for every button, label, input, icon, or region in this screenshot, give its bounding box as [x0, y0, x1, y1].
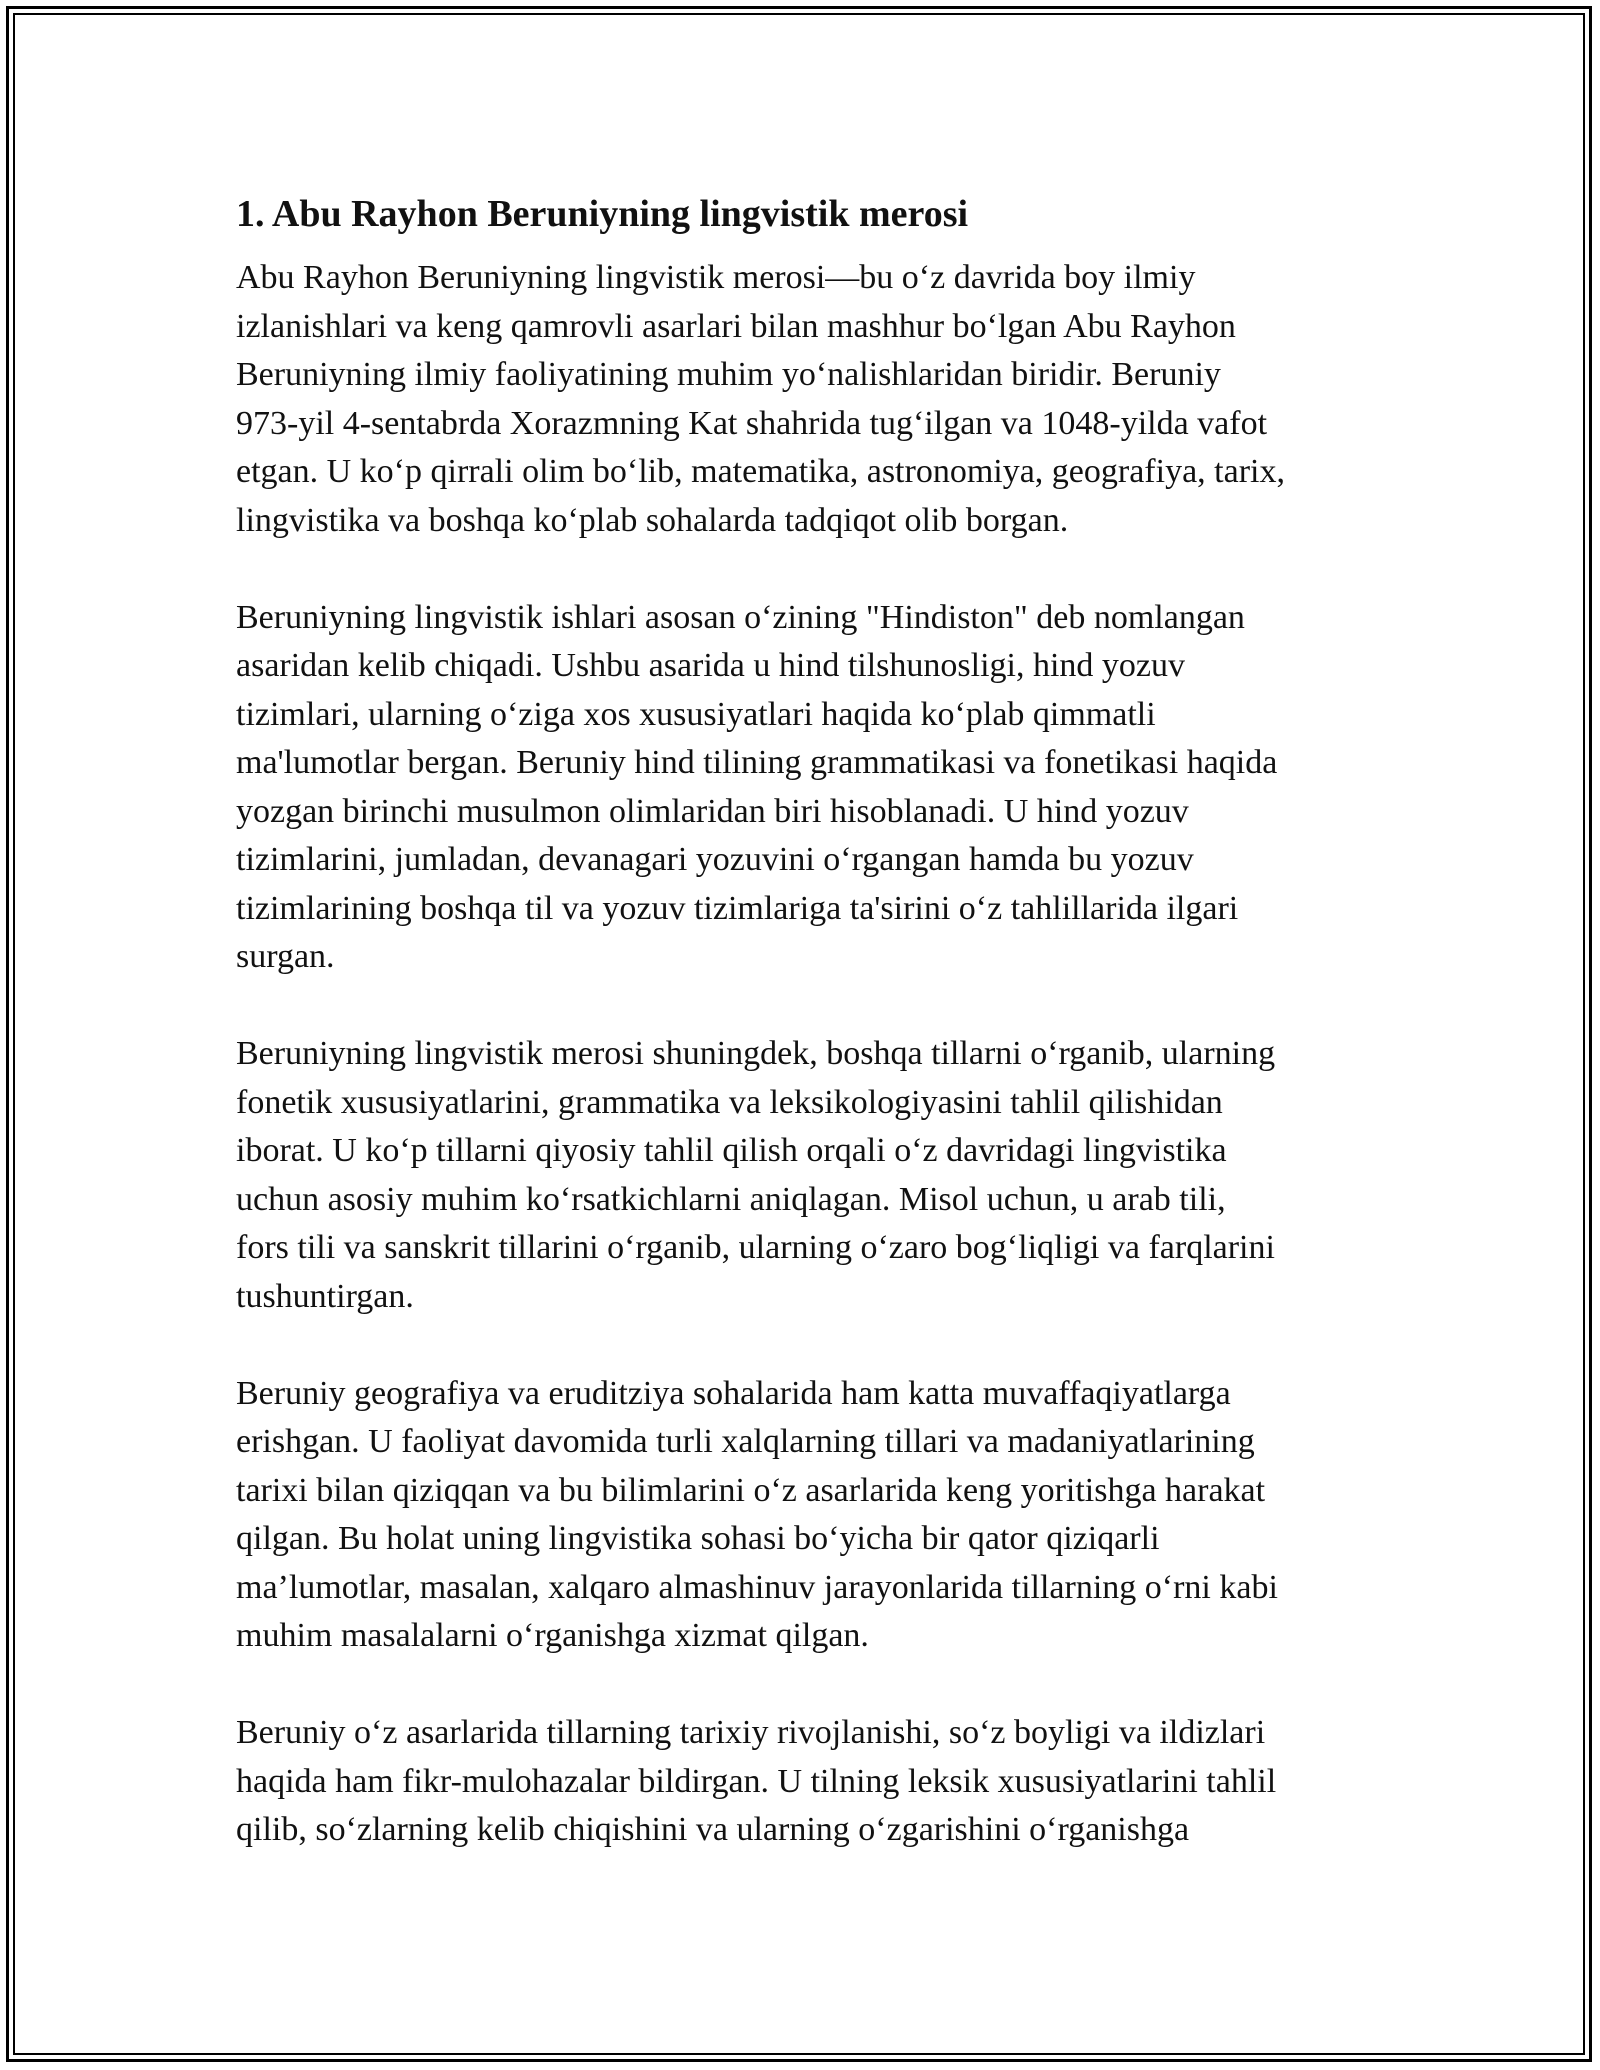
paragraph-line: iborat. U ko‘p tillarni qiyosiy tahlil qilish orqali o‘z davridagi lingvistika [236, 1132, 1227, 1169]
paragraph-line: tizimlarining boshqa til va yozuv tizimlariga ta'sirini o‘z tahlillarida ilgari [236, 889, 1239, 927]
paragraph-line: tizimlarini, jumladan, devanagari yozuvini o‘rgangan hamda bu yozuv [236, 841, 1194, 878]
paragraph [236, 1030, 1376, 1321]
paragraph-line: tarixi bilan qiziqqan va bu bilimlarini o‘z asarlarida keng yoritishga harakat [236, 1471, 1266, 1509]
paragraph-line: erishgan. U faoliyat davomida turli xalqlarning tillari va madaniyatlarining [236, 1423, 1255, 1460]
paragraph-line: 973-yil 4-sentabrda Xorazmning Kat shahrida tug‘ilgan va 1048-yilda vafot [236, 404, 1268, 442]
paragraph-line: Beruniy o‘z asarlarida tillarning tarixiy rivojlanishi, so‘z boyligi va ildizlari [236, 1714, 1266, 1751]
document-body [236, 186, 1376, 1903]
paragraph [236, 254, 1376, 545]
paragraph-line: ma'lumotlar bergan. Beruniy hind tilining grammatikasi va fonetikasi haqida [236, 744, 1278, 781]
paragraph-line: tushuntirgan. [236, 1277, 414, 1315]
paragraph-list [236, 254, 1376, 1855]
paragraph-line: Beruniy geografiya va eruditziya sohalarida ham katta muvaffaqiyatlarga [236, 1374, 1231, 1412]
paragraph [236, 1709, 1376, 1855]
section-title: 1. Abu Rayhon Beruniyning lingvistik merosi [236, 193, 969, 235]
paragraph-line: etgan. U ko‘p qirrali olim bo‘lib, matematika, astronomiya, geografiya, tarix, [236, 453, 1285, 490]
paragraph-line: lingvistika va boshqa ko‘plab sohalarda tadqiqot olib borgan. [236, 501, 1069, 539]
paragraph-line: Abu Rayhon Beruniyning lingvistik merosi—bu o‘z davrida boy ilmiy [236, 259, 1196, 296]
paragraph [236, 1370, 1376, 1661]
paragraph-line: izlanishlari va keng qamrovli asarlari bilan mashhur bo‘lgan Abu Rayhon [236, 307, 1236, 345]
paragraph [236, 594, 1376, 982]
paragraph-line: fonetik xususiyatlarini, grammatika va leksikologiyasini tahlil qilishidan [236, 1083, 1223, 1121]
paragraph-line: haqida ham fikr-mulohazalar bildirgan. U tilning leksik xususiyatlarini tahlil [236, 1762, 1277, 1800]
paragraph-line: ma’lumotlar, masalan, xalqaro almashinuv jarayonlarida tillarning o‘rni kabi [236, 1568, 1278, 1606]
paragraph-line: muhim masalalarni o‘rganishga xizmat qilgan. [236, 1617, 869, 1654]
paragraph-line: asaridan kelib chiqadi. Ushbu asarida u hind tilshunosligi, hind yozuv [236, 647, 1186, 684]
paragraph-line: tizimlari, ularning o‘ziga xos xususiyatlari haqida ko‘plab qimmatli [236, 695, 1156, 733]
paragraph-line: Beruniyning lingvistik ishlari asosan o‘zining "Hindiston" deb nomlangan [236, 598, 1245, 636]
paragraph-line: fors tili va sanskrit tillarini o‘rganib, ularning o‘zaro bog‘liqligi va farqlarini [236, 1229, 1275, 1266]
paragraph-line: qilib, so‘zlarning kelib chiqishini va ularning o‘zgarishini o‘rganishga [236, 1811, 1190, 1848]
paragraph-line: Beruniyning lingvistik merosi shuningdek, boshqa tillarni o‘rganib, ularning [236, 1035, 1276, 1072]
paragraph-line: surgan. [236, 938, 335, 975]
paragraph-line: yozgan birinchi musulmon olimlaridan biri hisoblanadi. U hind yozuv [236, 792, 1189, 830]
paragraph-line: Beruniyning ilmiy faoliyatining muhim yo‘nalishlaridan biridir. Beruniy [236, 356, 1221, 393]
paragraph-line: qilgan. Bu holat uning lingvistika sohasi bo‘yicha bir qator qiziqarli [236, 1520, 1160, 1557]
paragraph-line: uchun asosiy muhim ko‘rsatkichlarni aniqlagan. Misol uchun, u arab tili, [236, 1180, 1226, 1218]
